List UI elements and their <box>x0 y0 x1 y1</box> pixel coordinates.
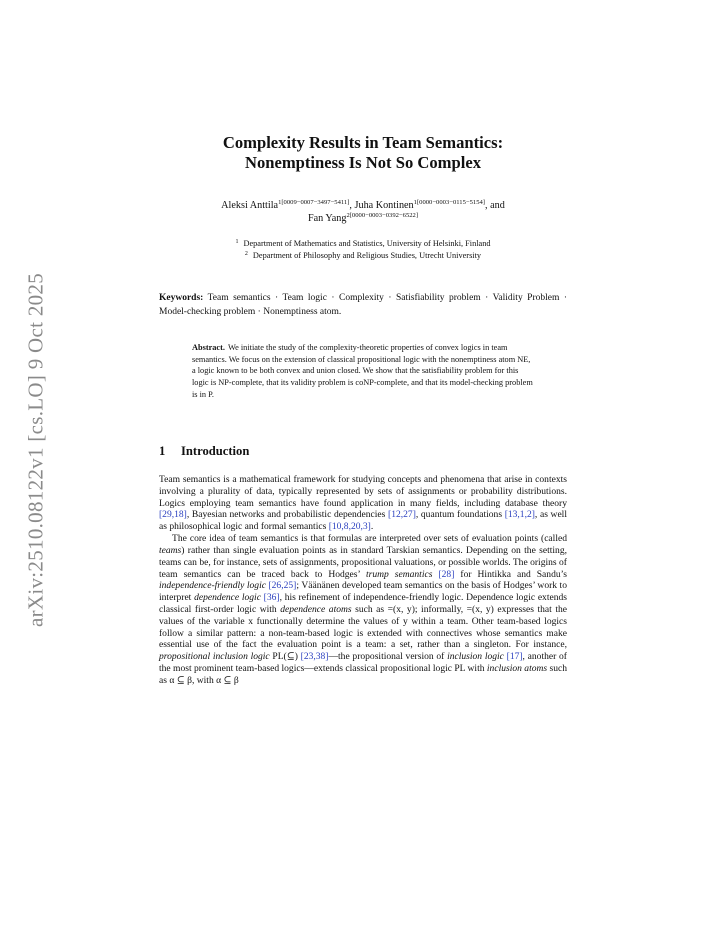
affiliation-2-text: Department of Philosophy and Religious Studies, Utrecht University <box>252 251 482 260</box>
citation-link[interactable]: [26,25] <box>268 580 297 592</box>
emphasis: inclusion logic <box>447 651 504 663</box>
abstract <box>192 342 534 401</box>
emphasis: propositional inclusion logic <box>159 651 270 663</box>
emphasis: independence-friendly logic <box>159 580 266 592</box>
emphasis: dependence atoms <box>280 603 352 615</box>
emphasis: inclusion atoms <box>486 663 548 674</box>
paragraph-2 <box>159 533 567 687</box>
section-title: Introduction <box>181 444 250 458</box>
arxiv-identifier: arXiv:2510.08122v1 [cs.LO] 9 Oct 2025 <box>23 272 48 628</box>
body-text <box>159 474 567 687</box>
citation-link[interactable]: [10,8,20,3] <box>328 521 371 533</box>
authors-line-2 <box>159 212 567 225</box>
author-3-name: Fan Yang <box>307 213 347 224</box>
paper-title <box>159 133 567 173</box>
emphasis: teams <box>159 544 182 556</box>
paragraph-text: PL(⊆) <box>269 651 301 663</box>
affiliation-1-text: Department of Mathematics and Statistics, University of Helsinki, Finland <box>243 239 491 248</box>
title-line-1: Complexity Results in Team Semantics: <box>222 133 504 152</box>
abstract-label: Abstract. <box>192 343 225 352</box>
abstract-text: We initiate the study of the complexity-theoretic properties of convex logics in team semantics. We focus on the extension of classical propositional logic with the nonemptiness atom NE, a logic known to be both convex and union closed. We show that the satisfiability problem for this logic is NP-complete, that its validity problem is coNP-complete, and that its model-checking problem is in P. <box>192 343 533 399</box>
paragraph-text: , quantum foundations <box>415 509 505 521</box>
paragraph-text: such as =(x, y); informally, =(x, y) expresses that the values of the variable x functionally determine the values of y within a team. Other team-based logics follow a similar pattern: a non-team-based logic is extended with connectives whose semantics make essential use of the fact the evaluation point is a team: a set, rather than a singleton. For instance, <box>159 603 568 651</box>
paragraph-text: . <box>370 521 374 533</box>
title-line-2: Nonemptiness Is Not So Complex <box>244 153 481 172</box>
paragraph-text: , another of the most prominent team-based logics—extends classical propositional logic PL with <box>159 651 567 674</box>
paragraph-text: ; Väänänen developed team semantics on the basis of Hodges’ work to interpret <box>159 580 567 604</box>
paragraph-text: , Bayesian networks and probabilistic dependencies <box>186 509 389 521</box>
citation-link[interactable]: [36] <box>263 592 280 604</box>
emphasis: trump semantics <box>365 568 433 580</box>
citation-link[interactable]: [23,38] <box>300 651 329 663</box>
paragraph-text: , his refinement of independence-friendly logic. Dependence logic extends classical first-order logic with <box>159 592 567 615</box>
citation-link[interactable]: [28] <box>438 568 455 580</box>
paragraph-text: , as well as philosophical logic and formal semantics <box>159 509 567 533</box>
paragraph-text: The core idea of team semantics is that formulas are interpreted over sets of evaluation points (called <box>172 533 567 545</box>
author-list <box>159 199 567 225</box>
author-2-orcid: 1[0000−0003−0115−5154] <box>413 199 486 206</box>
citation-link[interactable]: [17] <box>506 651 523 663</box>
affiliations <box>159 238 567 262</box>
authors-line-1 <box>159 199 567 212</box>
author-1-orcid: 1[0009−0007−3497−5411] <box>278 199 350 206</box>
section-number: 1 <box>159 444 166 458</box>
paragraph-text: —the propositional version of <box>328 651 448 663</box>
author-2-name: , Juha Kontinen <box>349 200 414 211</box>
keywords-text: Team semantics · Team logic · Complexity · Satisfiability problem · Validity Problem · Model-checking problem · Nonemptiness atom. <box>159 293 567 317</box>
citation-link[interactable]: [29,18] <box>159 509 187 521</box>
affiliation-2 <box>159 250 567 262</box>
keywords <box>159 291 567 319</box>
citation-link[interactable]: [13,1,2] <box>504 509 535 521</box>
authors-and: , and <box>485 200 505 211</box>
paragraph-text: such as α ⊆ β, with α ⊆ β <box>159 663 567 686</box>
author-3-orcid: 2[0000−0003−0392−6522] <box>346 212 419 219</box>
affiliation-2-marker: 2 <box>244 251 248 257</box>
paragraph-text: Team semantics is a mathematical framework for studying concepts and phenomena that arise in contexts involving a plurality of data, typically represented by sets of assignments or probability distributions. Logics employing team semantics have found application in many fields, including database theory <box>159 474 567 509</box>
keywords-label: Keywords: <box>159 293 204 303</box>
citation-link[interactable]: [12,27] <box>388 509 416 521</box>
paragraph-text: ) rather than single evaluation points as in standard Tarskian semantics. Depending on the setting, teams can be, for instance, sets of assignments, propositional valuations, or possible worlds. The origins of team semantics can be traced back to Hodges’ <box>159 544 567 580</box>
affiliation-1 <box>159 238 567 250</box>
author-1-name: Aleksi Anttila <box>221 200 279 211</box>
emphasis: dependence logic <box>194 592 261 604</box>
paragraph-1 <box>159 474 567 533</box>
affiliation-1-marker: 1 <box>235 239 239 245</box>
paragraph-text: for Hintikka and Sandu’s <box>454 568 567 580</box>
section-heading-introduction <box>159 444 567 459</box>
